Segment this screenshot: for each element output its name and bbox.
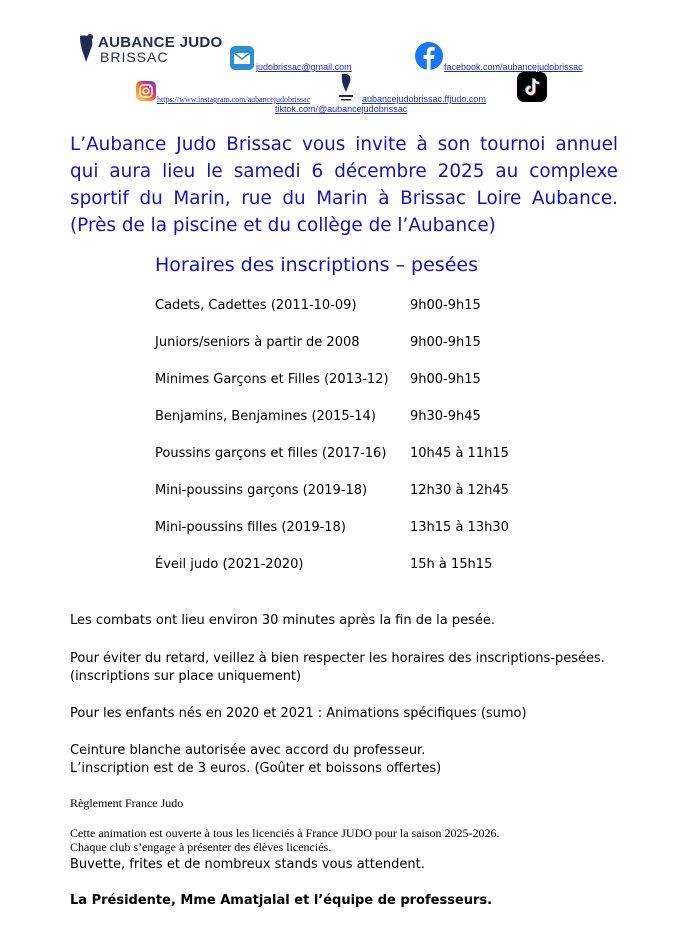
email-link[interactable]: judobrissac@gmail.com [256,62,352,72]
ffjudo-icon [338,72,354,102]
schedule-row-time: 15h à 15h15 [410,557,493,572]
judo-logo-icon [76,32,98,66]
schedule-row-label: Benjamins, Benjamines (2015-14) [155,409,376,424]
schedule-row-time: 9h30-9h45 [410,409,481,424]
schedule-row-label: Cadets, Cadettes (2011-10-09) [155,298,357,313]
club-logo [76,32,236,66]
schedule-row-label: Poussins garçons et filles (2017-16) [155,446,387,461]
note-ceinture: Ceinture blanche autorisée avec accord du professeur. [70,743,426,758]
tiktok-link[interactable]: tiktok.com/@aubancejudobrissac [275,104,408,114]
schedule-row-time: 13h15 à 13h30 [410,520,509,535]
logo-title: AUBANCE JUDO [98,34,223,51]
ffjudo-link[interactable]: aubancejudobrissac.ffjudo.com [362,94,486,104]
note-ouverte: Cette animation est ouverte à tous les licenciés à France JUDO pour la saison 2025-2026. [70,826,500,840]
schedule-row-time: 12h30 à 12h45 [410,483,509,498]
schedule-row-time: 9h00-9h15 [410,298,481,313]
instagram-link[interactable]: https://www.instagram.com/aubancejudobrissac [157,95,311,104]
note-retard-detail: (inscriptions sur place uniquement) [70,669,302,684]
logo-subtitle: BRISSAC [100,49,169,65]
instagram-icon [136,81,156,101]
schedule-row-label: Éveil judo (2021-2020) [155,557,304,572]
note-enfants: Pour les enfants nés en 2020 et 2021 : Animations spécifiques (sumo) [70,706,527,721]
facebook-icon [415,42,443,70]
note-buvette: Buvette, frites et de nombreux stands vous attendent. [70,857,425,872]
note-inscription: L’inscription est de 3 euros. (Goûter et boissons offertes) [70,761,442,776]
intro-paragraph: L’Aubance Judo Brissac vous invite à son tournoi annuel qui aura lieu le samedi 6 décembre 2025 au complexe sportif du Marin, rue du Marin à Brissac Loire Aubance. (Près de la piscine et du collège de l’Aubance) [70,134,618,236]
schedule-row-label: Juniors/seniors à partir de 2008 [155,335,360,350]
facebook-link[interactable]: facebook.com/aubancejudobrissac [444,62,583,72]
schedule-row-time: 9h00-9h15 [410,372,481,387]
schedule-row-time: 10h45 à 11h15 [410,446,509,461]
schedule-title: Horaires des inscriptions – pesées [155,254,478,276]
schedule-row-label: Mini-poussins garçons (2019-18) [155,483,368,498]
note-combats: Les combats ont lieu environ 30 minutes après la fin de la pesée. [70,613,495,628]
schedule-row-label: Mini-poussins filles (2019-18) [155,520,346,535]
signature: La Présidente, Mme Amatjalal et l’équipe de professeurs. [70,893,493,908]
note-reglement: Règlement France Judo [70,796,184,810]
email-icon [230,46,254,70]
schedule-row-time: 9h00-9h15 [410,335,481,350]
schedule-row-label: Minimes Garçons et Filles (2013-12) [155,372,389,387]
note-retard: Pour éviter du retard, veillez à bien respecter les horaires des inscriptions-pesées. [70,651,605,666]
tiktok-icon [517,72,547,102]
note-chaque-club: Chaque club s’engage à présenter des élèves licenciés. [70,840,332,854]
